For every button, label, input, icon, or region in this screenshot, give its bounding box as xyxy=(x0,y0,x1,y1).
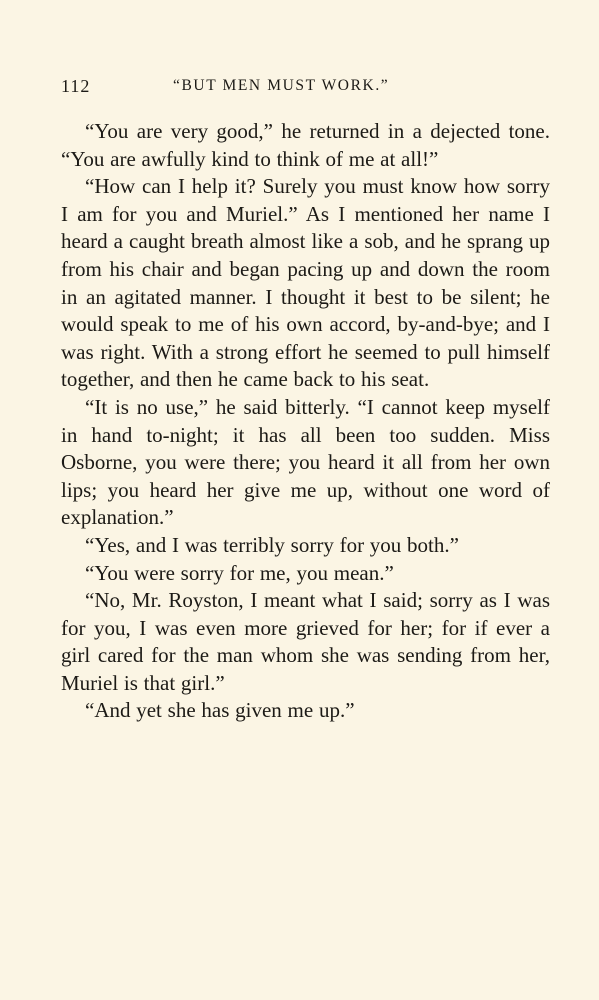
body-text xyxy=(61,118,550,725)
page-number: 112 xyxy=(61,76,91,96)
running-title: “BUT MEN MUST WORK.” xyxy=(173,77,390,94)
paragraph: “Yes, and I was terribly sorry for you both.” xyxy=(85,532,459,557)
paragraph: “How can I help it? Surely you must know how sorry I am for you and Muriel.” As I mentioned her name I heard a caught breath almost like a sob, and he sprang up from his chair and began pacing up and down the room in an agitated manner. I thought it best to be silent; he would speak to me of his own accord, by-and-bye; and I was right. With a strong effort he seemed to pull himself together, and then he came back to his seat. xyxy=(61,174,550,392)
running-head xyxy=(61,76,550,104)
paragraph: “No, Mr. Royston, I meant what I said; sorry as I was for you, I was even more grieved for her; for if ever a girl cared for the man whom she was sending from her, Muriel is that girl.” xyxy=(61,588,550,695)
paragraph: “And yet she has given me up.” xyxy=(85,698,355,723)
paragraph: “You were sorry for me, you mean.” xyxy=(85,560,394,585)
paragraph: “You are very good,” he returned in a dejected tone. “You are awfully kind to think of me at all!” xyxy=(61,119,550,171)
paragraph: “It is no use,” he said bitterly. “I cannot keep myself in hand to-night; it has all been too sudden. Miss Osborne, you were there; you heard it all from her own lips; you heard her give me up, without one word of explanation.” xyxy=(61,394,550,530)
